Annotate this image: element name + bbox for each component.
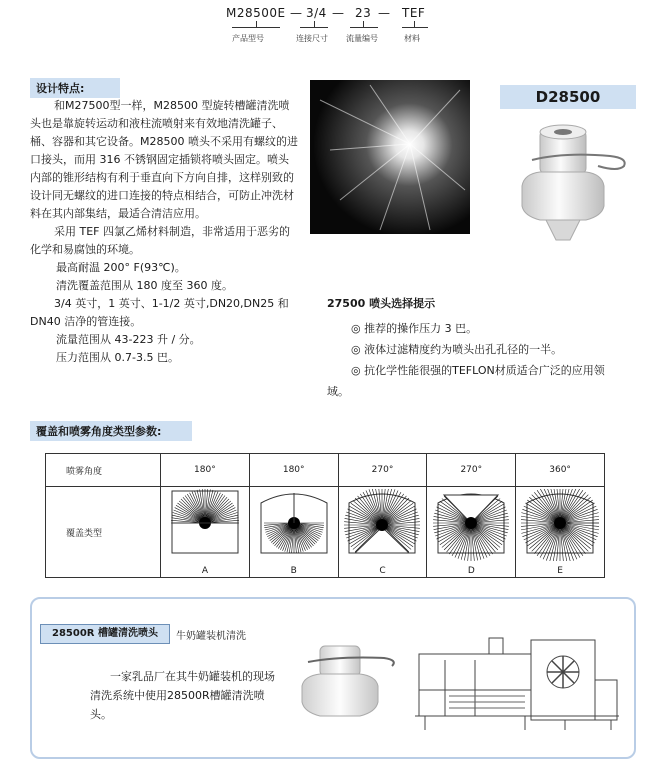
coverage-diagram-b <box>255 489 333 561</box>
type-label: B <box>290 565 297 576</box>
spec-pressure: 压力范围从 0.7-3.5 巴。 <box>56 351 179 364</box>
case-tag: 28500R 槽罐清洗喷头 <box>40 624 170 644</box>
coverage-diagram-c <box>343 489 421 561</box>
spec-flow: 流量范围从 43-223 升 / 分。 <box>56 333 201 346</box>
dash-1: — <box>290 6 302 20</box>
angle-cell: 180° <box>161 454 250 487</box>
case-text: 一家乳品厂在其牛奶罐装机的现场清洗系统中使用28500R槽罐清洗喷头。 <box>90 670 275 721</box>
type-cell <box>249 487 338 578</box>
bracket-bar <box>402 27 428 28</box>
bracket-bar <box>300 27 328 28</box>
coverage-table <box>45 453 605 578</box>
filling-machine-drawing <box>415 630 623 740</box>
type-label: E <box>557 565 563 576</box>
angle-cell: 360° <box>516 454 605 487</box>
angle-cell: 270° <box>427 454 516 487</box>
dash-2: — <box>332 6 344 20</box>
label-flow: 流量编号 <box>346 34 378 43</box>
type-cell <box>516 487 605 578</box>
type-cell <box>427 487 516 578</box>
design-heading: 设计特点: <box>30 78 120 98</box>
type-label: D <box>467 565 475 576</box>
row-label-angle: 喷雾角度 <box>46 454 161 487</box>
type-label: A <box>201 565 208 576</box>
model-code-size: 3/4 <box>306 6 327 20</box>
label-material: 材料 <box>404 34 420 43</box>
type-cell <box>161 487 250 578</box>
product-tag: D28500 <box>500 85 636 109</box>
model-code-model: M28500E <box>226 6 286 20</box>
tip-item: ◎ 抗化学性能很强的TEFLON材质适合广泛的应用领域。 <box>327 364 605 398</box>
angle-cell: 270° <box>338 454 427 487</box>
type-cell <box>338 487 427 578</box>
tip-item: ◎ 推荐的操作压力 3 巴。 <box>351 322 478 335</box>
coverage-diagram-a <box>166 489 244 561</box>
angle-cell: 180° <box>249 454 338 487</box>
coverage-heading: 覆盖和喷雾角度类型参数: <box>30 421 192 441</box>
tips-title: 27500 喷头选择提示 <box>327 297 436 310</box>
nozzle-photo <box>502 116 632 256</box>
model-code-flow: 23 <box>355 6 372 20</box>
case-nozzle-photo <box>288 636 400 728</box>
label-size: 连接尺寸 <box>296 34 328 43</box>
spec-temperature: 最高耐温 200° F(93℃)。 <box>56 261 186 274</box>
model-code-material: TEF <box>402 6 426 20</box>
type-row <box>46 487 605 578</box>
coverage-diagram-d <box>432 489 510 561</box>
angle-row <box>46 454 605 487</box>
tips-list <box>327 318 617 402</box>
design-text <box>30 97 298 367</box>
dash-3: — <box>378 6 390 20</box>
label-model: 产品型号 <box>232 34 264 43</box>
type-label: C <box>379 565 386 576</box>
bracket-bar <box>232 27 280 28</box>
spec-connection: 3/4 英寸，1 英寸、1-1/2 英寸,DN20,DN25 和 DN40 洁净的管连接。 <box>30 297 289 328</box>
design-paragraph: 采用 TEF 四氯乙烯材料制造，非常适用于恶劣的化学和易腐蚀的环境。 <box>30 225 290 256</box>
row-label-type: 覆盖类型 <box>46 487 161 578</box>
design-paragraph: 和M27500型一样，M28500 型旋转槽罐清洗喷头也是靠旋转运动和液柱流喷射来有效地清洗罐子、桶、容器和其它设备。M28500 喷头不采用有螺纹的进口接头，而用 316 不锈钢固定插锁将喷头固定。喷头内部的锥形结构有利于垂直向下方向自排，这样别致的设计同无螺纹的进口连接的特点相结合，可防止冲洗材料在其内部集结，最适合清洁应用。 <box>30 99 298 220</box>
bracket-bar <box>350 27 378 28</box>
tip-item: ◎ 液体过滤精度约为喷头出孔孔径的一半。 <box>351 343 563 356</box>
case-subtitle: 牛奶罐装机清洗 <box>176 631 246 642</box>
spec-coverage: 清洗覆盖范围从 180 度至 360 度。 <box>56 279 233 292</box>
spray-photo <box>310 80 470 234</box>
coverage-diagram-e <box>521 489 599 561</box>
